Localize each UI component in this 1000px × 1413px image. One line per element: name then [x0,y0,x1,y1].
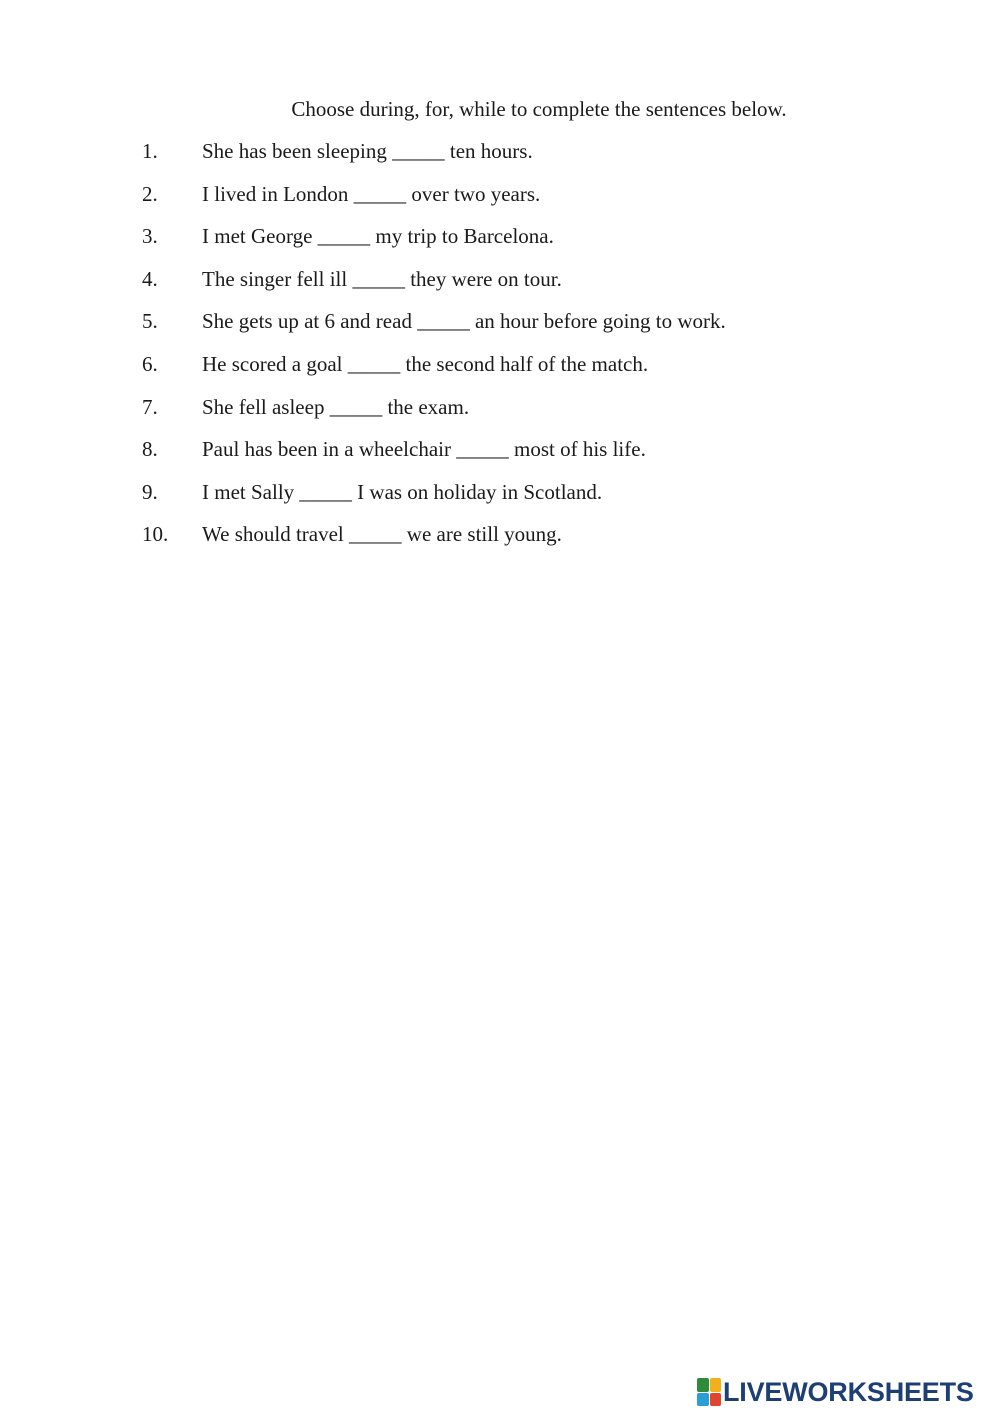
sentence-start: I met Sally [202,479,295,504]
item-number: 8. [142,437,158,462]
item-number: 7. [142,394,158,419]
sentence-start: We should travel [202,522,344,547]
sentence-end: my trip to Barcelona. [375,224,554,249]
logo-badge-tile [710,1378,722,1392]
answer-blank-1[interactable]: _____ [392,139,445,163]
sentence-end: over two years. [411,181,541,206]
answer-blank-5[interactable]: _____ [417,309,470,334]
answer-blank-7[interactable]: _____ [329,394,383,419]
sentence-start: Paul has been in a wheelchair [202,437,451,462]
liveworksheets-logo [697,1377,974,1407]
item-sentence [202,180,540,208]
sentence-end: I was on holiday in Scotland. [357,479,603,504]
item-sentence [202,393,469,421]
sentence-end: the exam. [387,394,470,419]
item-sentence [202,478,602,506]
answer-blank-8[interactable]: _____ [456,437,509,462]
item-number: 9. [142,479,158,504]
logo-badge-tile [697,1378,709,1392]
answer-blank-6[interactable]: _____ [347,351,401,376]
answer-blank-3[interactable]: _____ [317,224,371,249]
item-sentence [202,265,562,293]
logo-badge-tile [710,1393,722,1407]
item-number: 2. [142,181,158,206]
item-number: 5. [142,309,158,334]
item-sentence [202,137,533,165]
logo-badge-icon [697,1378,721,1406]
item-number: 6. [142,351,158,376]
answer-blank-2[interactable]: _____ [353,181,407,206]
instruction-heading: Choose during, for, while to complete the sentences below. [291,97,787,121]
sentence-end: we are still young. [406,522,562,547]
answer-blank-9[interactable]: _____ [299,479,352,504]
sentence-end: ten hours. [449,139,533,163]
logo-text: LIVEWORKSHEETS [723,1377,974,1407]
item-number: 10. [142,522,169,547]
sentence-start: She gets up at 6 and read [202,309,412,334]
item-sentence [202,435,646,463]
item-number: 4. [142,266,158,291]
item-sentence [202,222,554,250]
sentence-end: an hour before going to work. [474,309,726,334]
item-sentence [202,350,648,378]
answer-blank-10[interactable]: _____ [349,522,402,547]
sentence-end: the second half of the match. [405,351,649,376]
item-sentence [202,307,726,335]
sentence-start: She fell asleep [202,394,325,419]
answer-blank-4[interactable]: _____ [352,266,405,291]
sentence-start: She has been sleeping [202,139,387,163]
sentence-start: I met George [202,224,313,249]
item-sentence [202,520,562,548]
sentence-start: The singer fell ill [202,266,348,291]
sentence-end: they were on tour. [410,266,562,291]
sentence-start: He scored a goal [202,351,343,376]
item-number: 1. [142,139,158,163]
item-number: 3. [142,224,158,249]
sentence-start: I lived in London [202,181,349,206]
sentence-end: most of his life. [514,437,646,462]
logo-badge-tile [697,1393,709,1407]
